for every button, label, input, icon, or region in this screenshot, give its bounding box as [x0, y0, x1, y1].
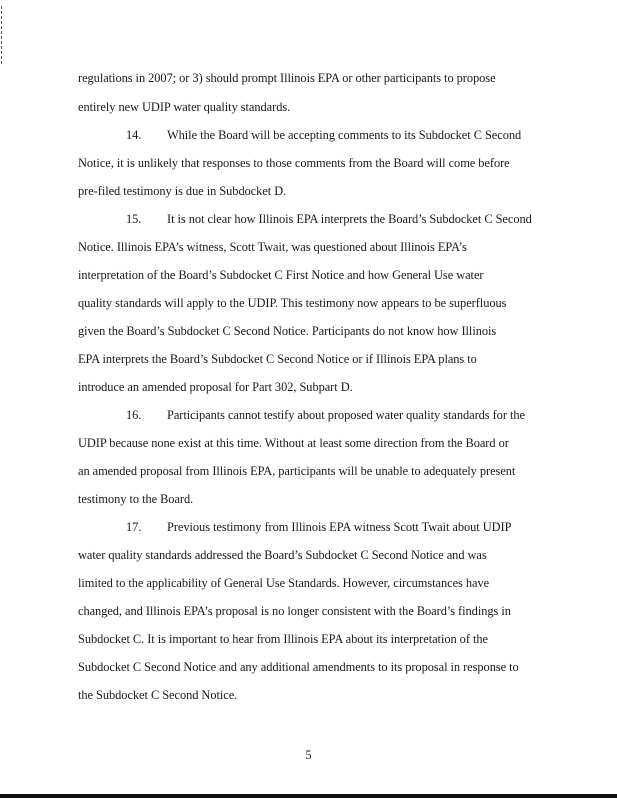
margin-mark [1, 6, 3, 64]
page-number: 5 [305, 748, 312, 762]
text-line: While the Board will be accepting comments to its Subdocket C Second [167, 128, 522, 142]
paragraph-15-first-line [126, 212, 532, 226]
text-line: pre-filed testimony is due in Subdocket D. [78, 184, 287, 198]
text-line: quality standards will apply to the UDIP. This testimony now appears to be superfluous [78, 296, 507, 310]
text-line: changed, and Illinois EPA’s proposal is no longer consistent with the Board’s findings in [78, 604, 511, 618]
paragraph-number: 17. [126, 520, 142, 534]
text-line: Notice, it is unlikely that responses to those comments from the Board will come before [78, 156, 510, 170]
text-line: regulations in 2007; or 3) should prompt Illinois EPA or other participants to propose [78, 71, 496, 85]
text-line: limited to the applicability of General Use Standards. However, circumstances have [78, 576, 490, 590]
paragraph-14-first-line [126, 128, 521, 142]
text-line: interpretation of the Board’s Subdocket C First Notice and how General Use water [78, 268, 484, 282]
text-line: the Subdocket C Second Notice. [78, 688, 238, 702]
text-line: Participants cannot testify about proposed water quality standards for the [167, 408, 525, 422]
text-line: an amended proposal from Illinois EPA, participants will be unable to adequately present [78, 464, 516, 478]
text-line: Subdocket C Second Notice and any additional amendments to its proposal in response to [78, 660, 519, 674]
text-line: testimony to the Board. [78, 492, 194, 506]
paragraph-number: 15. [126, 212, 142, 226]
paragraph-number: 16. [126, 408, 142, 422]
text-line: water quality standards addressed the Board’s Subdocket C Second Notice and was [78, 548, 487, 562]
paragraph-17-first-line [126, 520, 511, 534]
text-line: Subdocket C. It is important to hear from Illinois EPA about its interpretation of the [78, 632, 488, 646]
text-line: given the Board’s Subdocket C Second Notice. Participants do not know how Illinois [78, 324, 497, 338]
text-line: introduce an amended proposal for Part 302, Subpart D. [78, 380, 353, 394]
paragraph-16-first-line [126, 408, 525, 422]
bottom-rule [0, 794, 617, 798]
text-line: EPA interprets the Board’s Subdocket C Second Notice or if Illinois EPA plans to [78, 352, 477, 366]
text-line: UDIP because none exist at this time. Without at least some direction from the Board or [78, 436, 509, 450]
text-line: Notice. Illinois EPA’s witness, Scott Twait, was questioned about Illinois EPA’s [78, 240, 467, 254]
text-line: entirely new UDIP water quality standards. [78, 100, 291, 114]
paragraph-number: 14. [126, 128, 142, 142]
text-line: Previous testimony from Illinois EPA witness Scott Twait about UDIP [167, 520, 512, 534]
text-line: It is not clear how Illinois EPA interprets the Board’s Subdocket C Second [167, 212, 532, 226]
